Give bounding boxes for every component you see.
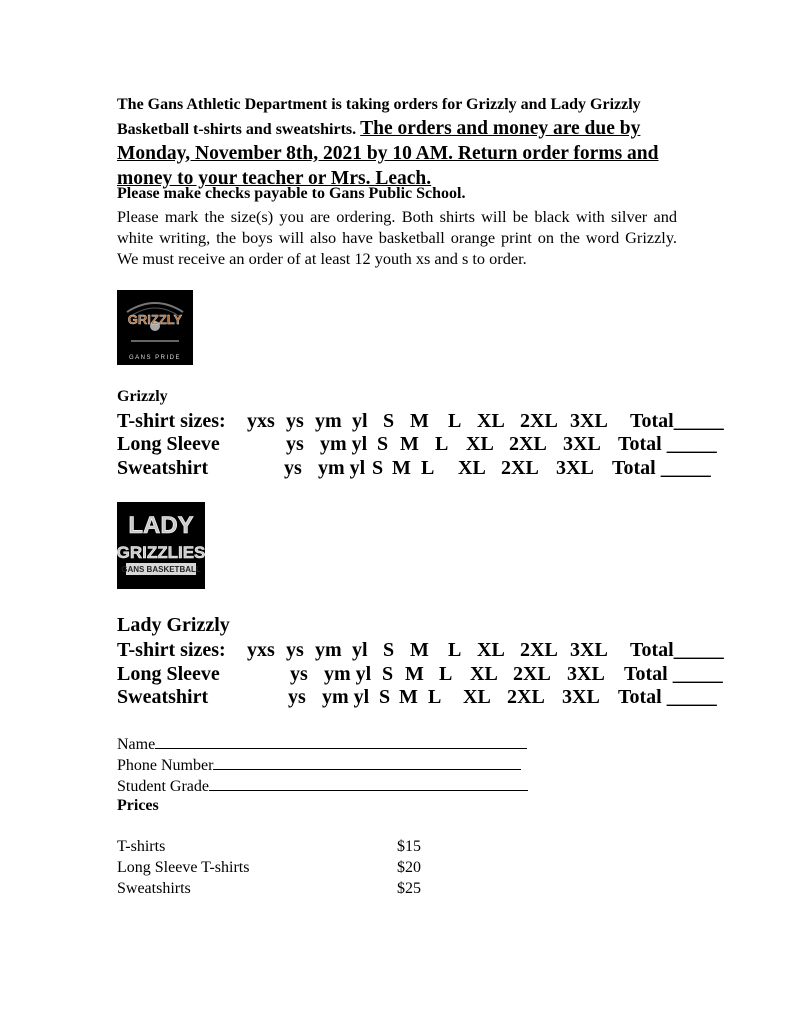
size-option: 3XL (567, 663, 605, 685)
size-option: 2XL (513, 663, 551, 685)
intro-deadline: The orders and money are due by Monday, November 8th, 2021 by 10 AM. Return order forms and money to your teacher or Mrs. Leach. (117, 118, 659, 189)
size-option: XL (470, 663, 498, 685)
phone-input[interactable] (213, 755, 521, 770)
lady-logo-line2: GRIZZLIES (117, 543, 205, 562)
size-option: 2XL (507, 686, 545, 708)
size-option: ym yl (320, 433, 368, 455)
row-label: Sweatshirt (117, 457, 209, 479)
phone-line (117, 755, 521, 775)
lady-grizzlies-logo (117, 502, 205, 589)
row-label: Sweatshirt (117, 686, 209, 708)
grade-input[interactable] (209, 776, 528, 791)
size-option: 2XL (501, 457, 539, 479)
size-option: M (410, 639, 429, 661)
row-label: Long Sleeve (117, 433, 220, 455)
total-field[interactable]: Total_____ (630, 410, 724, 432)
size-option: L (428, 686, 442, 708)
size-option: ym (315, 410, 342, 432)
name-line (117, 734, 527, 754)
prices-heading: Prices (117, 797, 159, 814)
size-option: ys (286, 410, 304, 432)
price-item-value: $15 (397, 838, 421, 855)
price-item-label: T-shirts (117, 838, 166, 855)
size-option: M (399, 686, 418, 708)
size-option: 3XL (556, 457, 594, 479)
instructions-paragraph: Please mark the size(s) you are ordering. Both shirts will be black with silver and white writing, the boys will also have basketball orange print on the word Grizzly. We must receive an order of at least 12 youth xs and s to order. (117, 207, 677, 268)
lady-heading: Lady Grizzly (117, 614, 230, 636)
price-item-label: Sweatshirts (117, 880, 191, 897)
size-option: 2XL (509, 433, 547, 455)
size-option: ym yl (324, 663, 372, 685)
total-field[interactable]: Total _____ (624, 663, 723, 685)
size-option: ys (288, 686, 306, 708)
name-label: Name (117, 736, 156, 753)
size-option: XL (458, 457, 486, 479)
total-field[interactable]: Total _____ (618, 433, 717, 455)
size-option: XL (477, 639, 505, 661)
size-option: M (392, 457, 411, 479)
size-option: yl (352, 639, 368, 661)
size-option: ys (286, 433, 304, 455)
size-option: 3XL (570, 410, 608, 432)
size-option: ys (284, 457, 302, 479)
size-option: L (435, 433, 449, 455)
size-option: 2XL (520, 410, 558, 432)
total-field[interactable]: Total _____ (618, 686, 717, 708)
row-label: Long Sleeve (117, 663, 220, 685)
price-item-label: Long Sleeve T-shirts (117, 859, 250, 876)
price-item-value: $25 (397, 880, 421, 897)
price-item-value: $20 (397, 859, 421, 876)
grizzly-logo-tagline: GANS PRIDE (128, 355, 182, 361)
grade-label: Student Grade (117, 778, 209, 795)
size-option: XL (477, 410, 505, 432)
grade-line (117, 776, 528, 796)
size-option: yxs (247, 410, 275, 432)
name-input[interactable] (155, 734, 527, 749)
lady-grizzlies-logo-art (117, 502, 205, 589)
intro-bold: The Gans Athletic Department is taking orders for Grizzly and Lady Grizzly Basketball t-shirts and sweatshirts. (117, 96, 641, 138)
grizzly-logo (117, 290, 193, 365)
grizzly-logo-word: GRIZZLY (127, 312, 183, 327)
size-option: 3XL (562, 686, 600, 708)
size-option: S (383, 410, 395, 432)
size-option: 2XL (520, 639, 558, 661)
grizzly-heading: Grizzly (117, 388, 168, 405)
size-option: M (400, 433, 419, 455)
size-option: S (383, 639, 395, 661)
size-option: L (448, 410, 462, 432)
intro-text (117, 93, 697, 192)
size-option: ys (290, 663, 308, 685)
size-option: ym (315, 639, 342, 661)
phone-label: Phone Number (117, 757, 214, 774)
size-option: 3XL (570, 639, 608, 661)
size-option: 3XL (563, 433, 601, 455)
grizzly-logo-art (117, 290, 193, 365)
size-option: yxs (247, 639, 275, 661)
size-option: L (439, 663, 453, 685)
size-option: S (372, 457, 384, 479)
checks-note: Please make checks payable to Gans Public School. (117, 185, 466, 202)
total-field[interactable]: Total _____ (612, 457, 711, 479)
size-option: ym yl (322, 686, 370, 708)
size-option: M (410, 410, 429, 432)
size-option: ys (286, 639, 304, 661)
size-option: S (379, 686, 391, 708)
size-option: S (377, 433, 389, 455)
row-label: T-shirt sizes: (117, 639, 226, 661)
lady-logo-line1: LADY (128, 512, 194, 539)
size-option: S (382, 663, 394, 685)
size-option: M (405, 663, 424, 685)
size-option: XL (466, 433, 494, 455)
size-option: L (448, 639, 462, 661)
total-field[interactable]: Total_____ (630, 639, 724, 661)
size-option: yl (352, 410, 368, 432)
size-option: XL (463, 686, 491, 708)
row-label: T-shirt sizes: (117, 410, 226, 432)
lady-logo-tagline: GANS BASKETBALL (121, 565, 201, 574)
size-option: ym yl (318, 457, 366, 479)
size-option: L (421, 457, 435, 479)
